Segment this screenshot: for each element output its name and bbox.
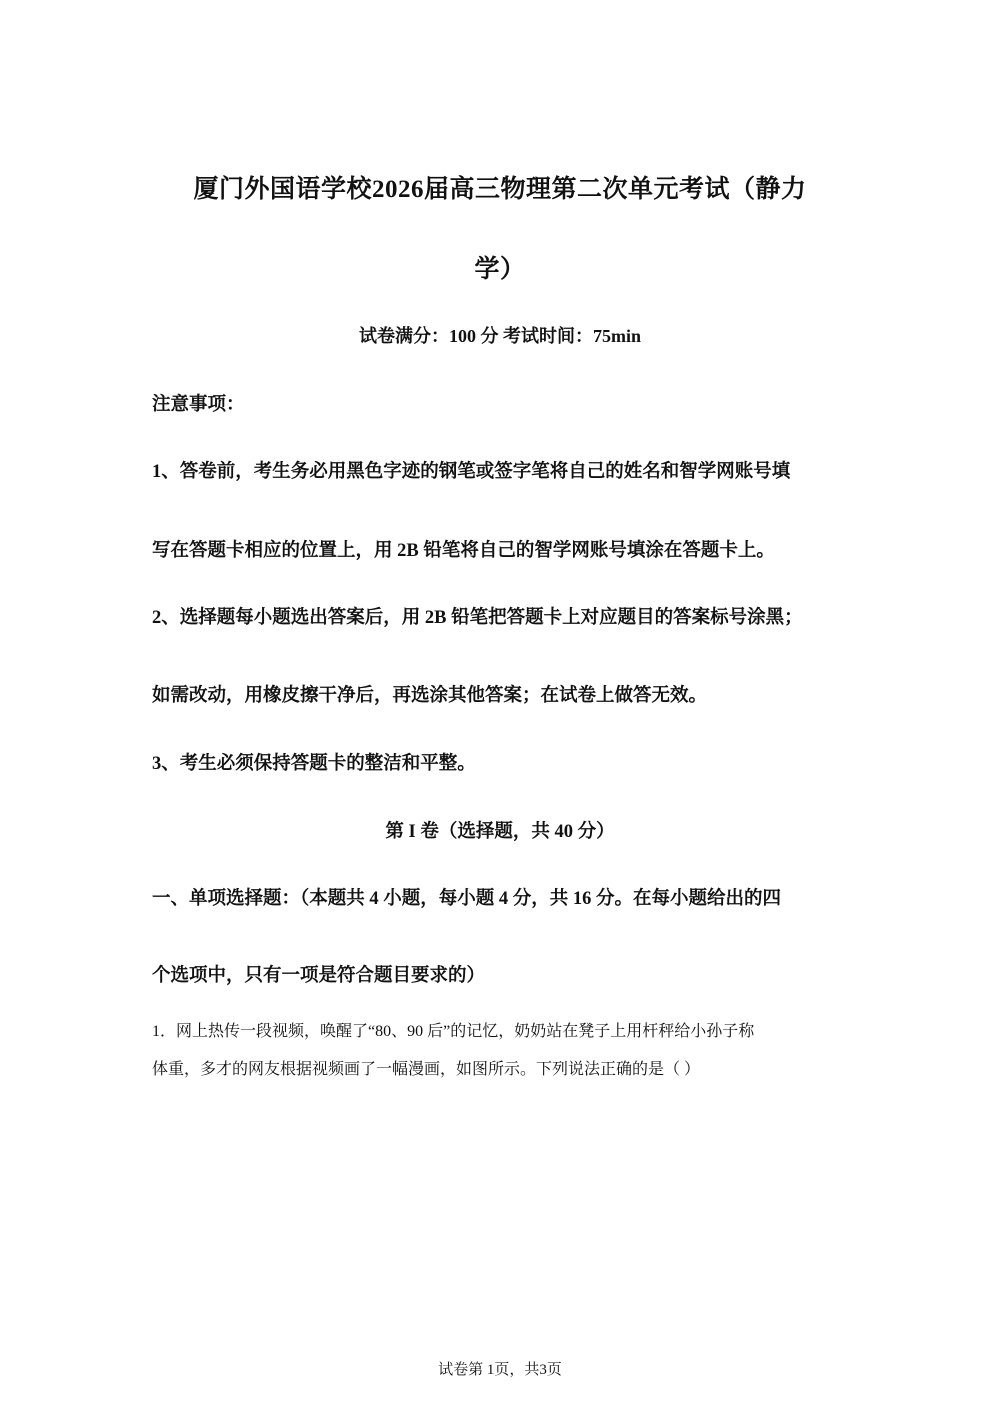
exam-info: 试卷满分：100 分 考试时间：75min [358,326,641,346]
notice-item-2-line2: 如需改动，用橡皮擦干净后，再选涂其他答案；在试卷上做答无效。 [152,686,708,706]
exam-title-line2: 学） [474,256,526,283]
volume-title: 第 I 卷（选择题，共 40 分） [385,822,615,842]
notice-item-1-line2: 写在答题卡相应的位置上，用 2B 铅笔将自己的智学网账号填涂在答题卡上。 [152,541,775,561]
question-1-line2: 体重，多才的网友根据视频画了一幅漫画，如图所示。下列说法正确的是（ ） [152,1061,701,1078]
part1-instructions-line1: 一、单项选择题：（本题共 4 小题，每小题 4 分，共 16 分。在每小题给出的四 [152,889,782,909]
exam-title-line1: 厦门外国语学校2026届高三物理第二次单元考试（静力 [193,176,807,203]
notice-item-2-line1: 2、选择题每小题选出答案后，用 2B 铅笔把答题卡上对应题目的答案标号涂黑； [152,608,803,628]
notice-heading: 注意事项： [152,395,245,415]
notice-item-1-line1: 1、答卷前，考生务必用黑色字迹的钢笔或签字笔将自己的姓名和智学网账号填 [152,462,791,482]
page-footer: 试卷第 1页，共3页 [438,1362,562,1378]
part1-instructions-line2: 个选项中，只有一项是符合题目要求的） [152,966,486,986]
question-1-line1: 1．网上热传一段视频，唤醒了“80、90 后”的记忆，奶奶站在凳子上用杆秤给小孙子称 [152,1023,755,1040]
notice-item-3: 3、考生必须保持答题卡的整洁和平整。 [152,754,476,774]
